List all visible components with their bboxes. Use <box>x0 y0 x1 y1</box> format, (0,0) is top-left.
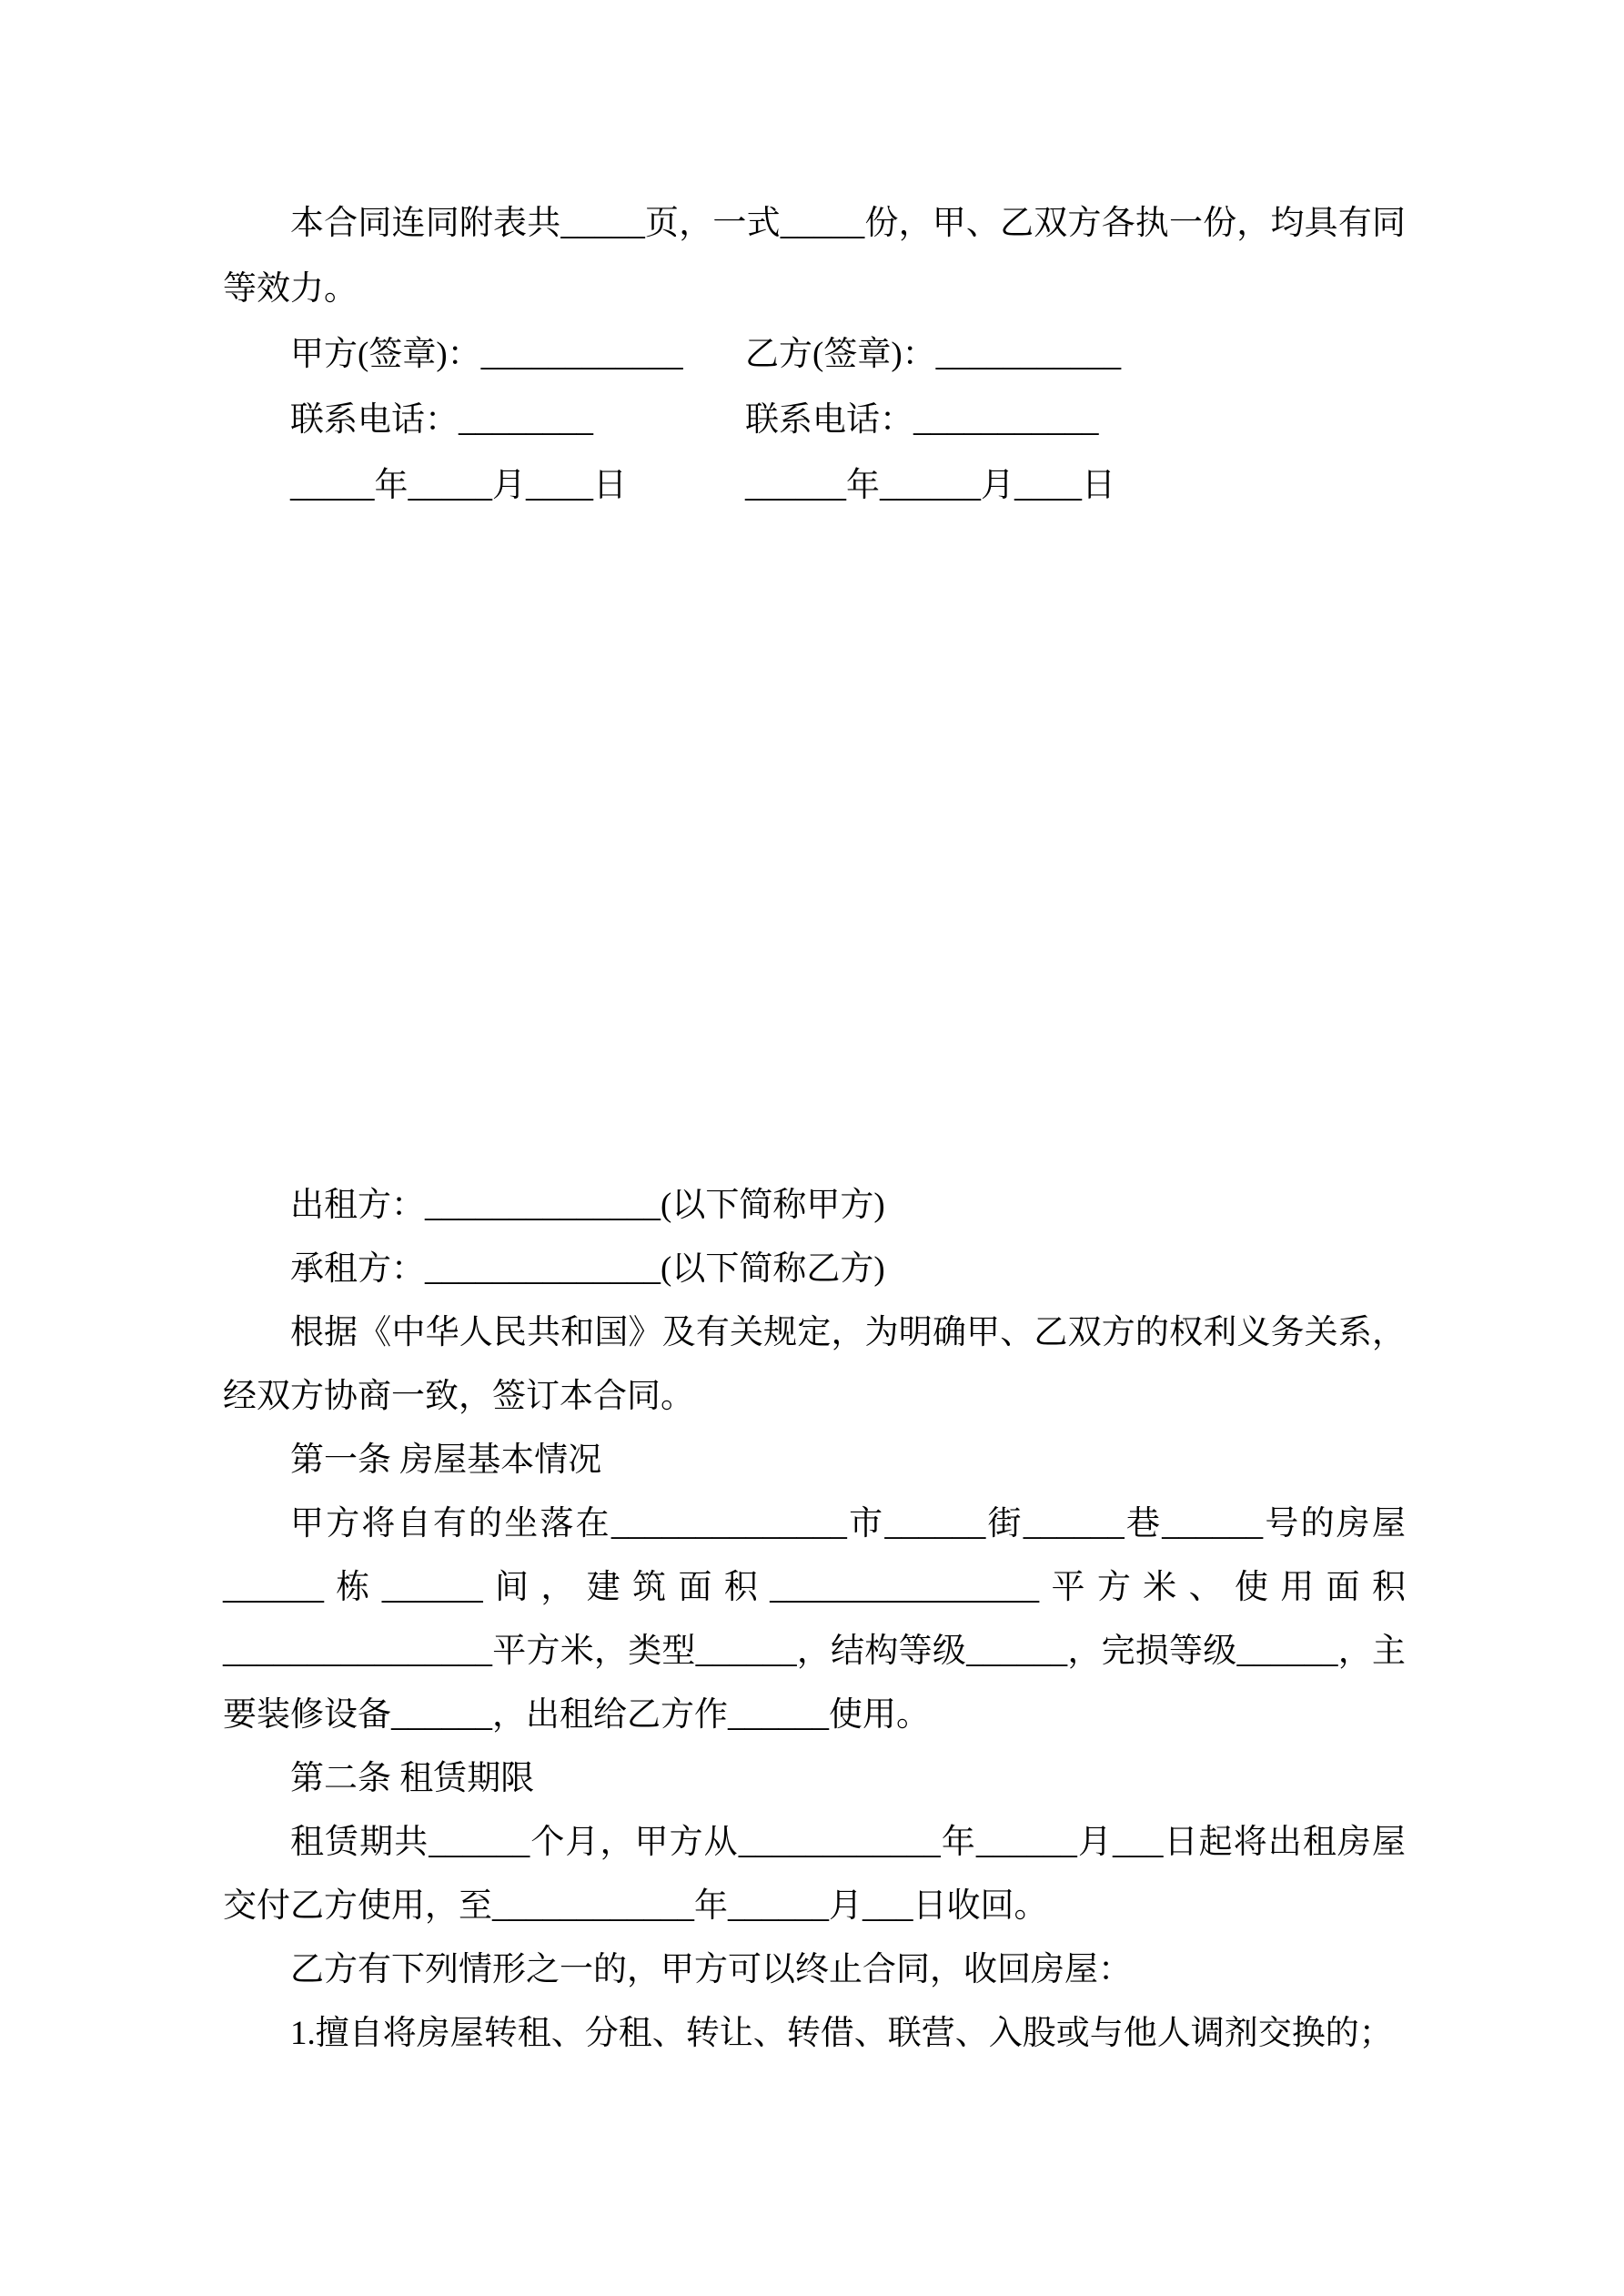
article-1-heading: 第一条 房屋基本情况 <box>290 1441 602 1479</box>
party-b-signature-blank: 乙方(签章)：___________ <box>745 336 1122 373</box>
termination-item-1: 1.擅自将房屋转租、分租、转让、转借、联营、入股或与他人调剂交换的； <box>290 2015 1393 2052</box>
article-2-body: 租赁期共______个月，甲方从____________年______月___日起将出租房屋交付乙方使用，至____________年______月___日收回。 <box>223 1824 1406 1925</box>
article-1-body: 甲方将自有的坐落在______________市______街______巷______号的房屋______栋______间，建筑面积________________平方米、使用面积________________平方米，类型______，结构等级______，完损等级______，主要装修设备______，出租给乙方作______使用。 <box>223 1505 1406 1734</box>
party-a-date-blank: _____年_____月____日 <box>290 467 627 504</box>
lessee-line: 承租方：______________(以下简称乙方) <box>290 1250 885 1288</box>
lessor-line: 出租方：______________(以下简称甲方) <box>290 1187 885 1224</box>
phone-row <box>223 388 1406 453</box>
contract-closing-section <box>223 191 1406 519</box>
signature-row <box>223 322 1406 388</box>
party-b-phone-blank: 联系电话：___________ <box>745 401 1099 439</box>
party-b-date-blank: ______年______月____日 <box>745 467 1115 504</box>
party-a-signature-blank: 甲方(签章)：____________ <box>290 336 683 373</box>
contract-opening-section <box>223 1174 1406 2066</box>
party-a-phone-blank: 联系电话：________ <box>290 401 593 439</box>
preamble-paragraph: 根据《中华人民共和国》及有关规定，为明确甲、乙双方的权利义务关系，经双方协商一致，签订本合同。 <box>223 1314 1406 1415</box>
date-row <box>223 453 1406 519</box>
article-2-heading: 第二条 租赁期限 <box>290 1760 535 1797</box>
closing-paragraph: 本合同连同附表共_____页，一式_____份，甲、乙双方各执一份，均具有同等效力。 <box>223 205 1406 308</box>
termination-intro: 乙方有下列情形之一的，甲方可以终止合同，收回房屋： <box>290 1951 1132 1988</box>
